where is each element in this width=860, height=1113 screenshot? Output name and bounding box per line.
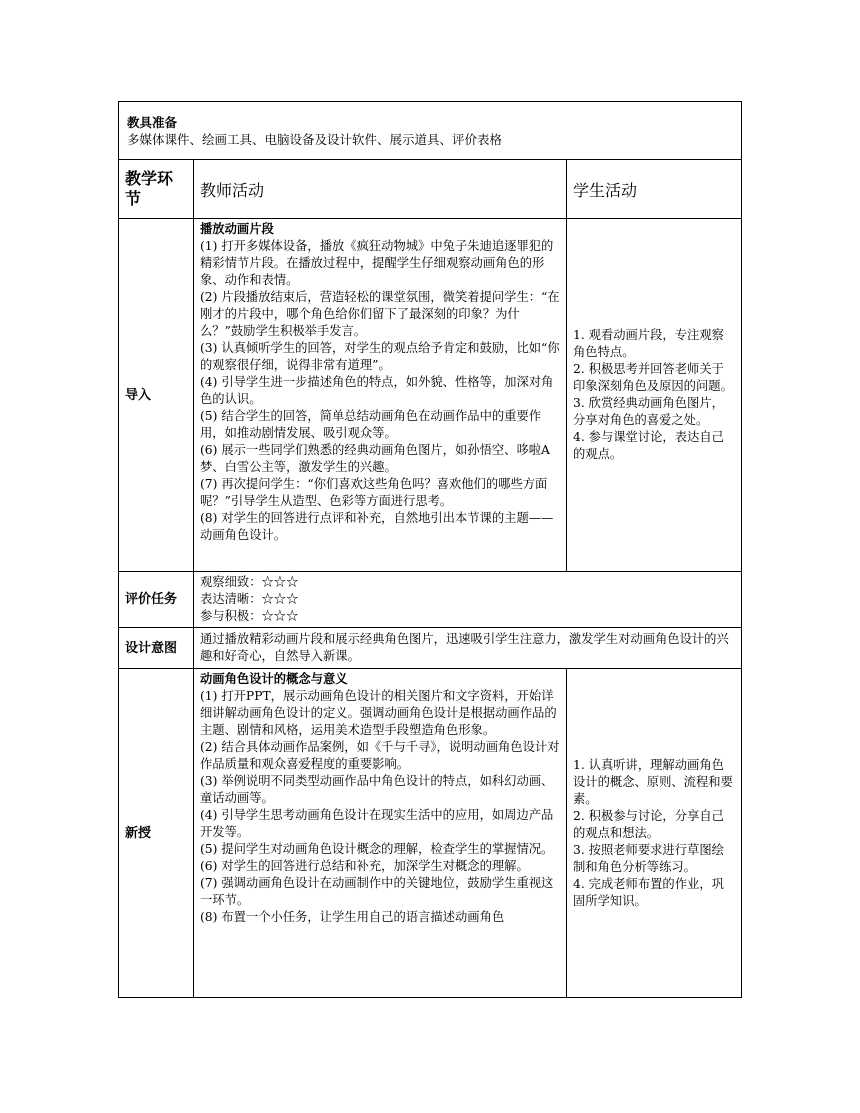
intro-student-item: 3. 欣赏经典动画角色图片，分享对角色的喜爱之处。	[573, 396, 724, 427]
evaluation-cell	[194, 572, 742, 628]
design-intent-text: 通过播放精彩动画片段和展示经典角色图片，迅速吸引学生注意力，激发学生对动画角色设计的兴趣和好奇心，自然导入新课。	[194, 628, 742, 669]
intro-teacher-item: (7) 再次提问学生：“你们喜欢这些角色吗？喜欢他们的哪些方面呢？”引导学生从造型、色彩等方面进行思考。	[200, 477, 548, 508]
header-row	[119, 160, 742, 219]
evaluation-item: 表达清晰：☆☆☆	[200, 592, 299, 606]
intro-student-item: 2. 积极思考并回答老师关于印象深刻角色及原因的问题。	[573, 362, 733, 393]
new-lesson-teacher-item: (1) 打开PPT，展示动画角色设计的相关图片和文字资料，开始详细讲解动画角色设计的定义。强调动画角色设计是根据动画作品的主题、剧情和风格，运用美术造型手段塑造角色形象。	[200, 689, 557, 737]
intro-teacher-item: (2) 片段播放结束后，营造轻松的课堂氛围，微笑着提问学生：“在刚才的片段中，哪个角色给你们留下了最深刻的印象？为什么？”鼓励学生积极举手发言。	[200, 290, 560, 338]
evaluation-label: 评价任务	[119, 572, 194, 628]
new-lesson-student-item: 2. 积极参与讨论，分享自己的观点和想法。	[573, 808, 724, 840]
new-lesson-row	[119, 669, 742, 998]
intro-teacher-item: (5) 结合学生的回答，简单总结动画角色在动画作品中的重要作用，如推动剧情发展、吸引观众等。	[200, 409, 542, 440]
header-student: 学生活动	[567, 160, 742, 219]
new-lesson-student-item: 4. 完成老师布置的作业，巩固所学知识。	[573, 876, 724, 908]
intro-student-item: 1. 观看动画片段，专注观察角色特点。	[573, 328, 724, 359]
header-teacher: 教师活动	[194, 160, 567, 219]
intro-teacher-item: (4) 引导学生进一步描述角色的特点，如外貌、性格等，加深对角色的认识。	[200, 375, 554, 406]
new-lesson-teacher-item: (8) 布置一个小任务，让学生用自己的语言描述动画角色	[200, 910, 505, 924]
new-lesson-teacher-item: (6) 对学生的回答进行总结和补充，加深学生对概念的理解。	[200, 859, 529, 873]
intro-teacher-item: (3) 认真倾听学生的回答，对学生的观点给予肯定和鼓励，比如“你的观察很仔细，说得非常有道理”。	[200, 341, 560, 372]
prep-heading: 教具准备	[127, 114, 178, 130]
new-lesson-teacher-item: (2) 结合具体动画作品案例，如《千与千寻》，说明动画角色设计对作品质量和观众喜爱程度的重要影响。	[200, 740, 560, 771]
prep-content: 多媒体课件、绘画工具、电脑设备及设计软件、展示道具、评价表格	[127, 131, 503, 147]
intro-teacher-item: (6) 展示一些同学们熟悉的经典动画角色图片，如孙悟空、哆啦A梦、白雪公主等，激发学生的兴趣。	[200, 443, 550, 474]
evaluation-row	[119, 572, 742, 628]
intro-teacher-item: (1) 打开多媒体设备，播放《疯狂动物城》中兔子朱迪追逐罪犯的精彩情节片段。在播放过程中，提醒学生仔细观察动画角色的形象、动作和表情。	[200, 239, 554, 287]
new-lesson-label: 新授	[119, 669, 194, 998]
prep-row	[119, 102, 742, 160]
header-stage: 教学环节	[119, 160, 194, 219]
new-lesson-student-item: 3. 按照老师要求进行草图绘制和角色分析等练习。	[573, 842, 724, 874]
prep-cell	[119, 102, 742, 160]
intro-label: 导入	[119, 219, 194, 572]
new-lesson-title: 动画角色设计的概念与意义	[200, 672, 348, 686]
new-lesson-teacher-item: (3) 举例说明不同类型动画作品中角色设计的特点，如科幻动画、童话动画等。	[200, 774, 554, 805]
intro-teacher-cell	[194, 219, 567, 572]
evaluation-item: 观察细致：☆☆☆	[200, 575, 299, 589]
new-lesson-teacher-cell	[194, 669, 567, 998]
intro-teacher-item: (8) 对学生的回答进行点评和补充，自然地引出本节课的主题——动画角色设计。	[200, 511, 554, 542]
new-lesson-student-cell	[567, 669, 742, 998]
intro-row	[119, 219, 742, 572]
new-lesson-teacher-item: (4) 引导学生思考动画角色设计在现实生活中的应用，如周边产品开发等。	[200, 808, 554, 839]
intro-title: 播放动画片段	[200, 222, 274, 236]
intro-student-item: 4. 参与课堂讨论，表达自己的观点。	[573, 430, 724, 461]
intro-student-cell	[567, 219, 742, 572]
design-intent-row	[119, 628, 742, 669]
new-lesson-teacher-item: (5) 提问学生对动画角色设计概念的理解，检查学生的掌握情况。	[200, 842, 554, 856]
new-lesson-student-item: 1. 认真听讲，理解动画角色设计的概念、原则、流程和要素。	[573, 757, 733, 806]
lesson-plan-table	[118, 101, 742, 998]
evaluation-item: 参与积极：☆☆☆	[200, 609, 299, 623]
design-intent-label: 设计意图	[119, 628, 194, 669]
new-lesson-teacher-item: (7) 强调动画角色设计在动画制作中的关键地位，鼓励学生重视这一环节。	[200, 876, 554, 907]
